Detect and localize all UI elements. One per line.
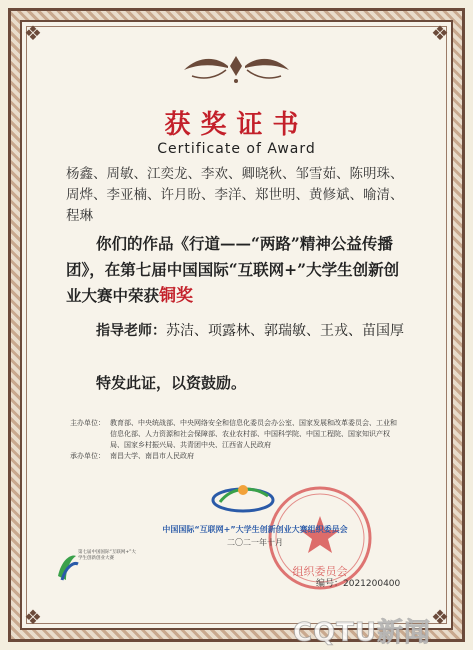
certificate-title: 获奖证书 [164, 110, 309, 140]
award-statement [66, 231, 414, 309]
undertaker-list: 南昌大学、南昌市人民政府 [110, 452, 194, 460]
issue-date: 二〇二一年十月 [227, 538, 283, 547]
corner-ornament-icon: ❖ [24, 605, 42, 629]
award-recipients: 杨鑫、周敏、江奕龙、李欢、卿晓秋、邹雪茹、陈明珠、周烨、李亚楠、许月盼、李洋、郑世明、黄修斌、喻清、程琳 [66, 166, 404, 224]
closing-statement: 特发此证，以资鼓励。 [96, 374, 247, 392]
serial-number: 编号：2021200400 [316, 579, 401, 589]
host-label: 主办单位： [70, 419, 105, 427]
certificate-subtitle: Certificate of Award [157, 141, 316, 157]
award-text: 你们的作品《行道——“两路”精神公益传播团》，在第七届中国国际“互联网+”大学生创新创业大赛中荣获 [66, 234, 400, 305]
small-logo-caption: 第七届中国国际“互联网+”大学生创新创业大赛 [78, 550, 136, 561]
undertaker-label: 承办单位： [70, 452, 105, 460]
host-list: 教育部、中央统战部、中央网络安全和信息化委员会办公室、国家发展和改革委员会、工业和信息化部、人力资源和社会保障部、农业农村部、中国科学院、中国工程院、国家知识产权局、国家乡村振兴局、共青团中央、江西省人民政府 [110, 419, 397, 449]
advisors-names: 苏洁、项露林、郭瑞敏、王戎、苗国厚 [166, 323, 404, 339]
award-medal: 铜奖 [159, 286, 194, 306]
corner-ornament-icon: ❖ [431, 21, 449, 45]
corner-ornament-icon: ❖ [24, 21, 42, 45]
seal-text: 组织委员会 [292, 565, 348, 578]
advisors-line [96, 321, 426, 341]
advisors-label: 指导老师： [96, 323, 166, 339]
corner-ornament-icon: ❖ [431, 605, 449, 629]
news-watermark: CQTU新闻 [293, 618, 432, 648]
organizers-block [70, 418, 400, 462]
header-ornament-icon [176, 52, 297, 86]
committee-name: 中国国际“互联网+”大学生创新创业大赛组织委员会 [162, 525, 348, 534]
